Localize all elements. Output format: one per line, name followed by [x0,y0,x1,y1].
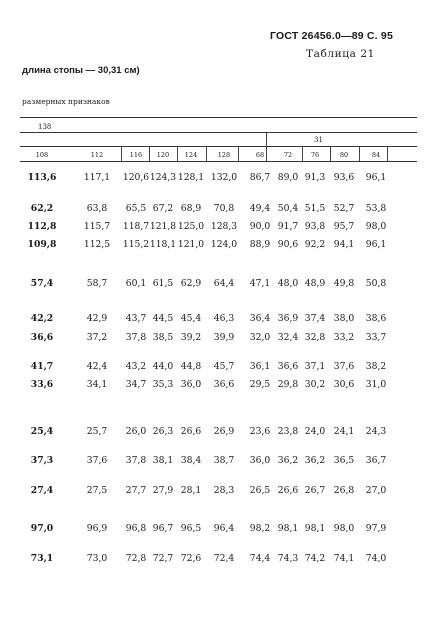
table-cell: 74,4 [249,553,271,564]
table-cell: 96,4 [213,523,235,534]
table-cell: 125,0 [177,221,205,232]
table-cell: 37,4 [304,313,326,324]
table-cell: 41,7 [30,361,54,372]
table-cell: 50,4 [277,203,299,214]
table-cell: 96,9 [86,523,108,534]
table-cell: 33,7 [365,332,387,343]
table-cell: 65,5 [125,203,147,214]
table-cell: 36,9 [277,313,299,324]
table-cell: 115,2 [122,239,150,250]
table-cell: 26,7 [304,485,326,496]
table-cell: 34,7 [125,379,147,390]
table-cell: 98,0 [333,523,355,534]
table-cell: 113,6 [27,172,57,183]
table-cell: 60,1 [125,278,147,289]
table-cell: 38,7 [213,455,235,466]
rule-header-top [20,146,266,147]
table-cell: 36,2 [304,455,326,466]
table-cell: 26,5 [249,485,271,496]
table-cell: 37,8 [125,332,147,343]
table-cell: 93,8 [304,221,326,232]
table-cell: 38,0 [333,313,355,324]
column-header: 76 [310,151,320,159]
table-cell: 44,5 [152,313,174,324]
table-cell: 26,6 [277,485,299,496]
table-cell: 92,2 [304,239,326,250]
table-cell: 45,4 [180,313,202,324]
rule-group [20,132,417,133]
table-cell: 48,9 [304,278,326,289]
table-cell: 36,4 [249,313,271,324]
table-cell: 117,1 [83,172,111,183]
table-cell: 48,0 [277,278,299,289]
table-cell: 74,1 [333,553,355,564]
column-header: 112 [90,151,104,159]
column-header: 68 [255,151,265,159]
table-cell: 43,2 [125,361,147,372]
table-cell: 36,0 [249,455,271,466]
column-header: 80 [339,151,349,159]
table-cell: 39,9 [213,332,235,343]
group-right-label: 31 [314,136,323,144]
table-cell: 44,0 [152,361,174,372]
table-cell: 89,0 [277,172,299,183]
table-cell: 38,6 [365,313,387,324]
table-cell: 98,2 [249,523,271,534]
table-cell: 124,3 [149,172,177,183]
table-cell: 96,8 [125,523,147,534]
table-cell: 61,5 [152,278,174,289]
table-cell: 33,2 [333,332,355,343]
table-cell: 96,7 [152,523,174,534]
table-cell: 91,3 [304,172,326,183]
table-cell: 30,6 [333,379,355,390]
table-subtitle: длина стопы — 30,31 см) [22,65,140,76]
rule-top [20,117,417,118]
table-cell: 37,6 [86,455,108,466]
table-cell: 118,7 [122,221,150,232]
table-cell: 28,3 [213,485,235,496]
table-cell: 97,9 [365,523,387,534]
table-cell: 109,8 [27,239,57,250]
table-cell: 33,6 [30,379,54,390]
table-cell: 62,9 [180,278,202,289]
table-cell: 120,6 [122,172,150,183]
table-cell: 72,4 [213,553,235,564]
table-cell: 38,5 [152,332,174,343]
rule-header-bottom [20,161,417,162]
table-cell: 93,6 [333,172,355,183]
table-label: Таблица 21 [306,48,375,60]
table-cell: 42,2 [30,313,54,324]
table-cell: 36,6 [213,379,235,390]
table-cell: 58,7 [86,278,108,289]
table-cell: 27,0 [365,485,387,496]
table-cell: 36,6 [30,332,54,343]
table-cell: 43,7 [125,313,147,324]
table-cell: 73,1 [30,553,54,564]
table-cell: 67,2 [152,203,174,214]
table-cell: 28,1 [180,485,202,496]
table-cell: 49,8 [333,278,355,289]
table-cell: 62,2 [30,203,54,214]
column-header: 116 [129,151,143,159]
table-cell: 112,5 [83,239,111,250]
table-cell: 121,0 [177,239,205,250]
column-header: 120 [156,151,170,159]
table-cell: 32,4 [277,332,299,343]
table-cell: 45,7 [213,361,235,372]
table-cell: 27,7 [125,485,147,496]
table-cell: 47,1 [249,278,271,289]
table-cell: 39,2 [180,332,202,343]
table-cell: 29,8 [277,379,299,390]
table-cell: 90,6 [277,239,299,250]
table-cell: 91,7 [277,221,299,232]
table-cell: 23,6 [249,426,271,437]
table-cell: 51,5 [304,203,326,214]
table-cell: 72,7 [152,553,174,564]
table-cell: 36,0 [180,379,202,390]
table-cell: 25,4 [30,426,54,437]
table-cell: 35,3 [152,379,174,390]
column-header: 72 [283,151,293,159]
table-cell: 42,9 [86,313,108,324]
table-cell: 27,4 [30,485,54,496]
table-cell: 25,7 [86,426,108,437]
group-left-label: 138 [38,123,52,131]
rule-subgroup [266,146,417,147]
table-cell: 32,0 [249,332,271,343]
table-cell: 27,5 [86,485,108,496]
table-cell: 37,8 [125,455,147,466]
table-cell: 38,4 [180,455,202,466]
table-cell: 37,6 [333,361,355,372]
table-cell: 30,2 [304,379,326,390]
table-cell: 53,8 [365,203,387,214]
table-cell: 94,1 [333,239,355,250]
table-cell: 44,8 [180,361,202,372]
table-cell: 90,0 [249,221,271,232]
table-cell: 26,6 [180,426,202,437]
table-cell: 98,0 [365,221,387,232]
table-cell: 72,8 [125,553,147,564]
table-cell: 36,6 [277,361,299,372]
table-cell: 31,0 [365,379,387,390]
table-cell: 95,7 [333,221,355,232]
table-cell: 24,1 [333,426,355,437]
table-cell: 73,0 [86,553,108,564]
table-cell: 38,1 [152,455,174,466]
column-header: 124 [184,151,198,159]
table-cell: 37,2 [86,332,108,343]
table-cell: 97,0 [30,523,54,534]
table-cell: 24,3 [365,426,387,437]
table-cell: 36,5 [333,455,355,466]
table-cell: 24,0 [304,426,326,437]
table-cell: 132,0 [210,172,238,183]
table-cell: 86,7 [249,172,271,183]
table-cell: 63,8 [86,203,108,214]
table-cell: 49,4 [249,203,271,214]
table-cell: 96,5 [180,523,202,534]
table-cell: 52,7 [333,203,355,214]
table-cell: 112,8 [27,221,57,232]
table-cell: 115,7 [83,221,111,232]
table-cell: 34,1 [86,379,108,390]
column-header: 84 [371,151,381,159]
page-header: ГОСТ 26456.0—89 С. 95 [270,30,393,42]
table-cell: 50,8 [365,278,387,289]
column-header: 128 [217,151,231,159]
table-cell: 26,9 [213,426,235,437]
table-cell: 74,3 [277,553,299,564]
table-cell: 118,1 [149,239,177,250]
table-cell: 96,1 [365,239,387,250]
table-cell: 42,4 [86,361,108,372]
table-cell: 37,1 [304,361,326,372]
group-divider [266,132,267,147]
table-cell: 26,0 [125,426,147,437]
table-cell: 36,1 [249,361,271,372]
table-cell: 98,1 [304,523,326,534]
table-cell: 36,7 [365,455,387,466]
table-cell: 128,1 [177,172,205,183]
table-cell: 46,3 [213,313,235,324]
table-cell: 96,1 [365,172,387,183]
table-cell: 98,1 [277,523,299,534]
table-cell: 26,8 [333,485,355,496]
table-cell: 121,8 [149,221,177,232]
table-cell: 38,2 [365,361,387,372]
table-cell: 23,8 [277,426,299,437]
table-cell: 29,5 [249,379,271,390]
table-cell: 70,8 [213,203,235,214]
column-header: 108 [35,151,49,159]
table-cell: 36,2 [277,455,299,466]
table-cell: 74,0 [365,553,387,564]
table-cell: 72,6 [180,553,202,564]
table-cell: 37,3 [30,455,54,466]
table-cell: 32,8 [304,332,326,343]
table-cell: 64,4 [213,278,235,289]
table-cell: 57,4 [30,278,54,289]
table-cell: 74,2 [304,553,326,564]
table-cell: 68,9 [180,203,202,214]
table-cell: 124,0 [210,239,238,250]
table-cell: 27,9 [152,485,174,496]
table-cell: 88,9 [249,239,271,250]
features-label: размерных признаков [22,97,110,106]
table-cell: 128,3 [210,221,238,232]
table-cell: 26,3 [152,426,174,437]
